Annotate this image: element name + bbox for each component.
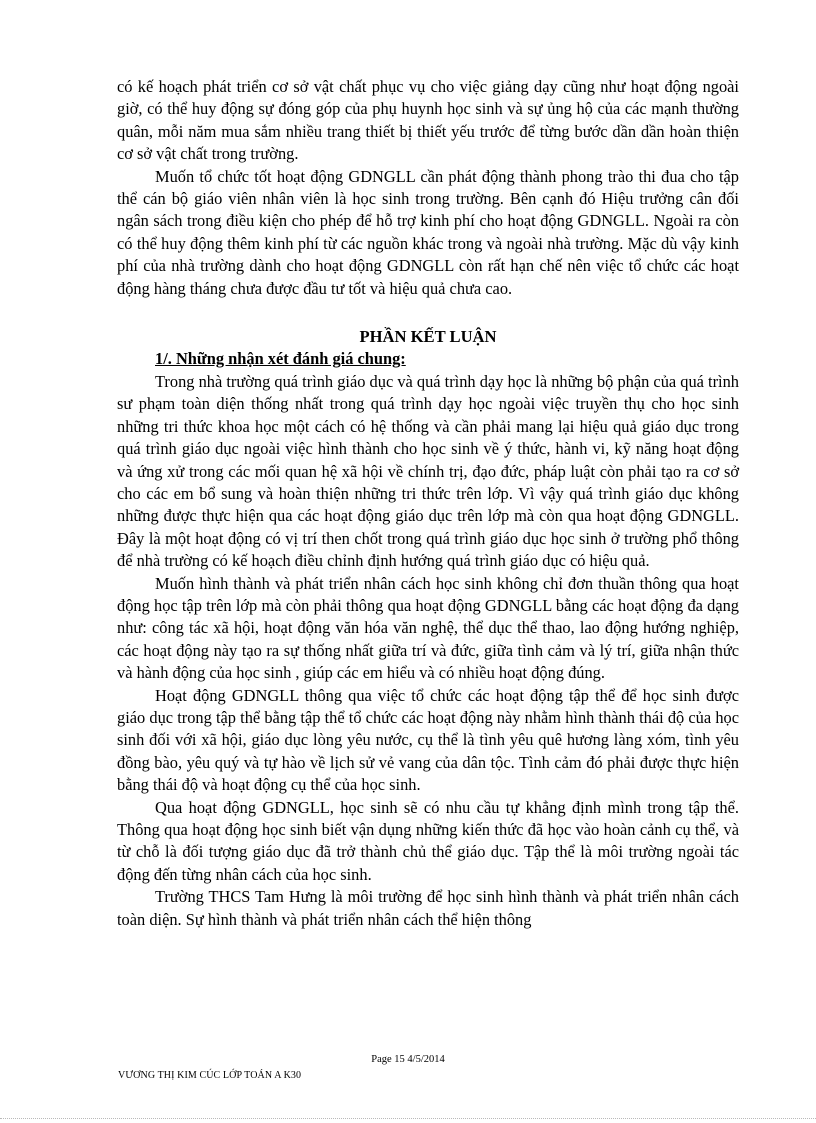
subsection-title: 1/. Những nhận xét đánh giá chung: (155, 349, 406, 369)
paragraph-conclusion-4: Qua hoạt động GDNGLL, học sinh sẽ có nhu cầu tự khẳng định mình trong tập thể. Thông qua hoạt động học sinh biết vận dụng những kiến thức đã học vào hoàn cảnh cụ thể, và từ chỗ là đối tượng giáo dục đã trở thành chủ thể giáo dục. Tập thể là môi trường ngoài tác động đến từng nhân cách của học sinh. (117, 797, 739, 884)
paragraph-conclusion-5: Trường THCS Tam Hưng là môi trường để học sinh hình thành và phát triển nhân cách toàn diện. Sự hình thành và phát triển nhân cách thể hiện thông (117, 887, 739, 929)
section-title: PHẦN KẾT LUẬN (359, 327, 497, 347)
document-body (117, 76, 739, 931)
footer-author: VƯƠNG THỊ KIM CÚC LỚP TOÁN A K30 (118, 1070, 302, 1081)
paragraph-funding: Muốn tổ chức tốt hoạt động GDNGLL cần phát động thành phong trào thi đua cho tập thể cán bộ giáo viên nhân viên là học sinh trong trường. Bên cạnh đó Hiệu trưởng cân đối ngân sách trong điều kiện cho phép để hỗ trợ kinh phí cho hoạt động GDNGLL. Ngoài ra còn có thể huy động thêm kinh phí từ các nguồn khác trong và ngoài nhà trường. Mặc dù vậy kinh phí của nhà trường dành cho hoạt động GDNGLL còn rất hạn chế nên việc tổ chức các hoạt động hàng tháng chưa được đầu tư tốt và hiệu quả chưa cao. (117, 166, 739, 298)
paragraph-conclusion-3: Hoạt động GDNGLL thông qua việc tổ chức các hoạt động tập thể để học sinh được giáo dục trong tập thể bằng tập thể tổ chức các hoạt động này nhằm hình thành thái độ của học sinh đối với xã hội, giáo dục lòng yêu nước, cụ thể là tình yêu quê hương làng xóm, tình yêu đồng bào, yêu quý và tự hào về lịch sử vẻ vang của dân tộc. Tình cảm đó phải được thực hiện bằng thái độ và hoạt động cụ thể của học sinh. (117, 685, 739, 795)
page-break-divider (0, 1118, 816, 1119)
paragraph-conclusion-1: Trong nhà trường quá trình giáo dục và quá trình dạy học là những bộ phận của quá trình sư phạm toàn diện thống nhất trong quá trình dạy học ngoài việc truyền thụ cho học sinh những tri thức khoa học một cách có hệ thống và cần phải mang lại hiệu quả giáo dục trong quá trình giáo dục ngoài việc hình thành cho học sinh về ý thức, hành vi, kỹ năng hoạt động và ứng xử trong các mối quan hệ xã hội về chính trị, đạo đức, pháp luật còn phải tạo ra cơ sở cho các em bổ sung và hoàn thiện những tri thức trên lớp. Vì vậy quá trình giáo dục không những được thực hiện qua các hoạt động giáo dục trên lớp mà còn qua hoạt động GDNGLL. Đây là một hoạt động có vị trí then chốt trong quá trình giáo dục học sinh ở trường phổ thông để nhà trường có kế hoạch điều chỉnh định hướng quá trình giáo dục có hiệu quả. (117, 371, 739, 571)
paragraph-continuation: có kế hoạch phát triển cơ sở vật chất phục vụ cho việc giảng dạy cũng như hoạt động ngoài giờ, có thể huy động sự đóng góp của phụ huynh học sinh và sự ủng hộ của các mạnh thường quân, mỗi năm mua sắm nhiều trang thiết bị thiết yếu trước để từng bước dần dần hoàn thiện cơ sở vật chất trong trường. (117, 77, 739, 164)
paragraph-conclusion-2: Muốn hình thành và phát triển nhân cách học sinh không chỉ đơn thuần thông qua hoạt động học tập trên lớp mà còn phải thông qua hoạt động GDNGLL bằng các hoạt động đa dạng như: công tác xã hội, hoạt động văn hóa văn nghệ, thể dục thể thao, lao động hướng nghiệp, các hoạt động này tạo ra sự thống nhất giữa trí và đức, giữa tình cảm và lý trí, giữa nhận thức và hành động của học sinh , giúp các em hiểu và có nhiều hoạt động đúng. (117, 573, 739, 683)
footer-page-info: Page 15 4/5/2014 (371, 1054, 445, 1065)
